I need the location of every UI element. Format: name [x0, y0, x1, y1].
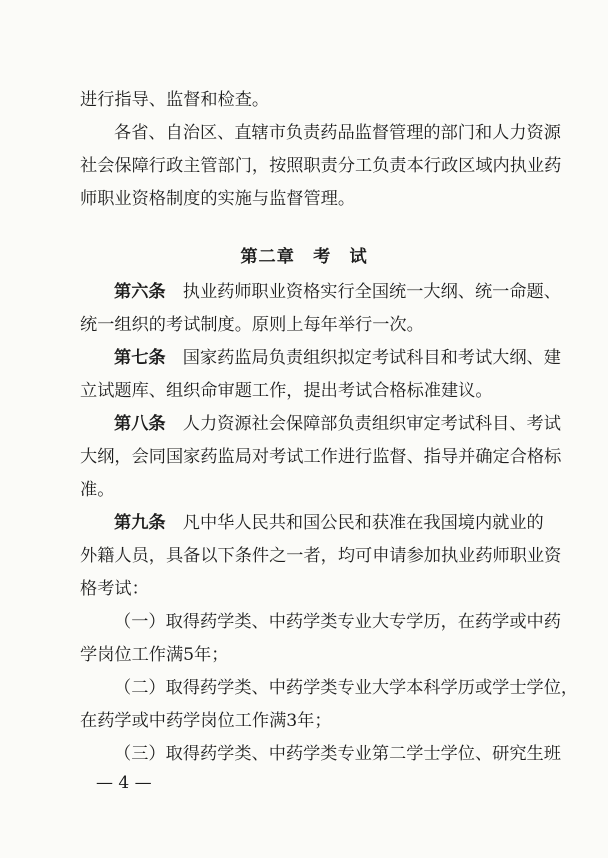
- chapter-heading: 第二章 考 试: [240, 247, 368, 267]
- list-item-line: （三）取得药学类、中药学类专业第二学士学位、研究生班: [114, 744, 561, 764]
- paragraph-line: 统一组织的考试制度。原则上每年举行一次。: [80, 315, 424, 335]
- paragraph-line: 格考试：: [80, 579, 149, 599]
- paragraph-line: 外籍人员，具备以下条件之一者，均可申请参加执业药师职业资: [80, 546, 562, 566]
- article-9-line: [114, 512, 544, 534]
- paragraph-line: 准。: [80, 480, 115, 500]
- article-text: 人力资源社会保障部负责组织审定考试科目、考试: [182, 414, 561, 434]
- paragraph-line: 社会保障行政主管部门，按照职责分工负责本行政区域内执业药: [80, 156, 562, 176]
- article-label: 第九条: [114, 513, 166, 533]
- article-label: 第八条: [114, 414, 166, 434]
- article-7-line: [114, 347, 561, 369]
- paragraph-line: 各省、自治区、直辖市负责药品监督管理的部门和人力资源: [114, 123, 561, 143]
- paragraph-line: 进行指导、监督和检查。: [80, 90, 270, 110]
- article-text: 执业药师职业资格实行全国统一大纲、统一命题、: [182, 282, 561, 302]
- paragraph-line: 大纲，会同国家药监局对考试工作进行监督、指导并确定合格标: [80, 447, 562, 467]
- paragraph-line: 学岗位工作满5年；: [80, 645, 229, 665]
- article-label: 第六条: [114, 282, 166, 302]
- list-item-line: （一）取得药学类、中药学类专业大专学历，在药学或中药: [114, 612, 561, 632]
- article-text: 国家药监局负责组织拟定考试科目和考试大纲、建: [182, 348, 561, 368]
- paragraph-line: 在药学或中药学岗位工作满3年；: [80, 711, 332, 731]
- list-item-line: （二）取得药学类、中药学类专业大学本科学历或学士学位，: [114, 678, 579, 698]
- article-6-line: [114, 281, 561, 303]
- article-text: 凡中华人民共和国公民和获准在我国境内就业的: [182, 513, 544, 533]
- article-label: 第七条: [114, 348, 166, 368]
- paragraph-line: 立试题库、组织命审题工作，提出考试合格标准建议。: [80, 381, 493, 401]
- paragraph-line: 师职业资格制度的实施与监督管理。: [80, 189, 356, 209]
- page-number: — 4 —: [96, 773, 152, 793]
- article-8-line: [114, 413, 561, 435]
